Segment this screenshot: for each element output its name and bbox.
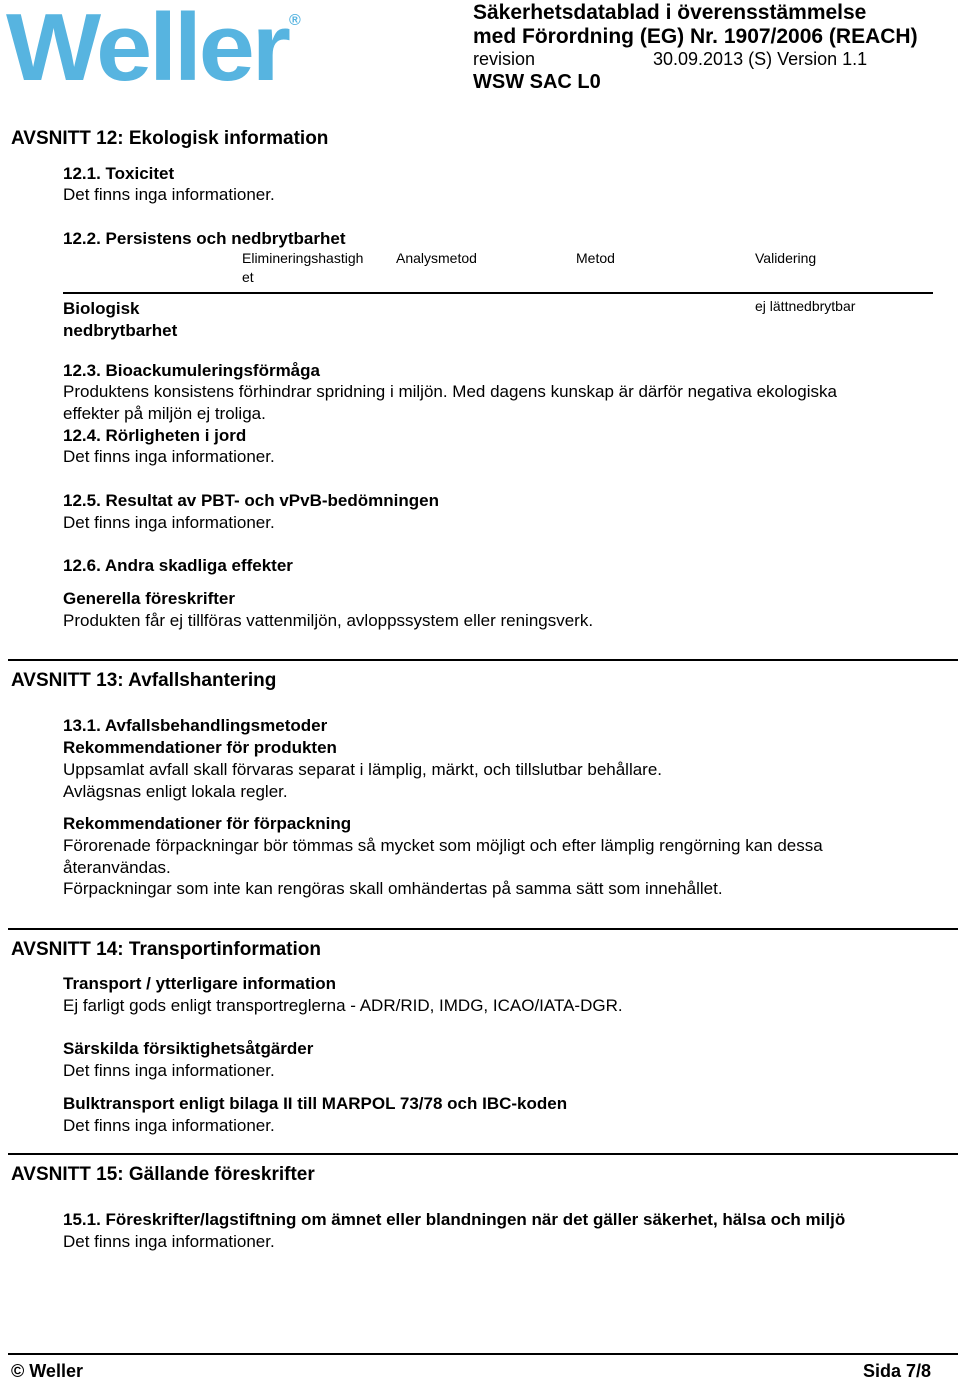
s12-3-title: 12.3. Bioackumuleringsförmåga — [63, 361, 320, 380]
section-14-title: AVSNITT 14: Transportinformation — [11, 939, 322, 960]
s13-pack-line2: återanvändas. — [63, 858, 171, 877]
s14-special-text: Det finns inga informationer. — [63, 1061, 275, 1080]
s13-1-title: 13.1. Avfallsbehandlingsmetoder — [63, 716, 328, 735]
table-header-elimination: Elimineringshastigh et — [242, 250, 364, 285]
s14-transport-text: Ej farligt gods enligt transportreglerna - ADR/RID, IMDG, ICAO/IATA-DGR. — [63, 996, 623, 1015]
s12-6-subtitle: Generella föreskrifter — [63, 589, 235, 608]
s12-2-title: 12.2. Persistens och nedbrytbarhet — [63, 229, 346, 248]
s15-1-text: Det finns inga informationer. — [63, 1232, 275, 1251]
s13-pack-line1: Förorenade förpackningar bör tömmas så mycket som möjligt och efter lämplig rengörning kan dessa — [63, 836, 823, 855]
footer-rule — [8, 1353, 958, 1355]
registered-mark: ® — [289, 12, 301, 29]
s12-5-title: 12.5. Resultat av PBT- och vPvB-bedömningen — [63, 491, 439, 510]
s13-pack-title: Rekommendationer för förpackning — [63, 814, 352, 833]
s12-4-text: Det finns inga informationer. — [63, 447, 275, 466]
s12-5-text: Det finns inga informationer. — [63, 513, 275, 532]
revision-label: revision — [473, 49, 536, 69]
s12-6-text: Produkten får ej tillföras vattenmiljön, avloppssystem eller reningsverk. — [63, 611, 594, 630]
section-13-rule — [8, 659, 958, 661]
table-header-analysmetod: Analysmetod — [396, 250, 477, 266]
s12-3-text-2: effekter på miljön ej troliga. — [63, 404, 266, 423]
s12-6-title: 12.6. Andra skadliga effekter — [63, 556, 293, 575]
product-name: WSW SAC L0 — [473, 71, 601, 93]
s12-1-title: 12.1. Toxicitet — [63, 164, 175, 183]
section-14-rule — [8, 928, 958, 930]
s12-4-title: 12.4. Rörligheten i jord — [63, 426, 247, 445]
revision-row — [473, 49, 868, 70]
weller-logo: Weller — [6, 0, 288, 101]
s14-bulk-title: Bulktransport enligt bilaga II till MARPOL 73/78 och IBC-koden — [63, 1094, 568, 1113]
table-row-validering: ej lättnedbrytbar — [755, 298, 856, 314]
footer-page-number: Sida 7/8 — [862, 1361, 931, 1381]
s15-1-title: 15.1. Föreskrifter/lagstiftning om ämnet eller blandningen när det gäller säkerhet, hälsa och miljö — [63, 1210, 846, 1229]
s13-prod-title: Rekommendationer för produkten — [63, 738, 337, 757]
s13-prod-line1: Uppsamlat avfall skall förvaras separat i lämplig, märkt, och tillslutbar behållare. — [63, 760, 663, 779]
revision-value: 30.09.2013 (S) Version 1.1 — [653, 49, 868, 69]
s13-pack-line3: Förpackningar som inte kan rengöras skall omhändertas på samma sätt som innehållet. — [63, 879, 723, 898]
s12-1-text: Det finns inga informationer. — [63, 185, 275, 204]
s14-transport-title: Transport / ytterligare information — [63, 974, 336, 993]
table-header-metod: Metod — [576, 250, 615, 266]
section-15-title: AVSNITT 15: Gällande föreskrifter — [11, 1164, 315, 1185]
section-12-title: AVSNITT 12: Ekologisk information — [11, 128, 329, 149]
doc-title-line2: med Förordning (EG) Nr. 1907/2006 (REACH) — [473, 25, 918, 48]
section-13-title: AVSNITT 13: Avfallshantering — [11, 670, 277, 691]
table-rule — [63, 292, 933, 294]
s12-3-text-1: Produktens konsistens förhindrar spridning i miljön. Med dagens kunskap är därför negativa ekologiska — [63, 382, 837, 401]
table-row-label: Biologisk nedbrytbarhet — [63, 299, 178, 340]
s14-bulk-text: Det finns inga informationer. — [63, 1116, 275, 1135]
footer-copyright: © Weller — [11, 1361, 83, 1381]
s14-special-title: Särskilda försiktighetsåtgärder — [63, 1039, 314, 1058]
table-header-validering: Validering — [755, 250, 817, 266]
doc-title-line1: Säkerhetsdatablad i överensstämmelse — [473, 1, 867, 24]
section-15-rule — [8, 1153, 958, 1155]
s13-prod-line2: Avlägsnas enligt lokala regler. — [63, 782, 288, 801]
